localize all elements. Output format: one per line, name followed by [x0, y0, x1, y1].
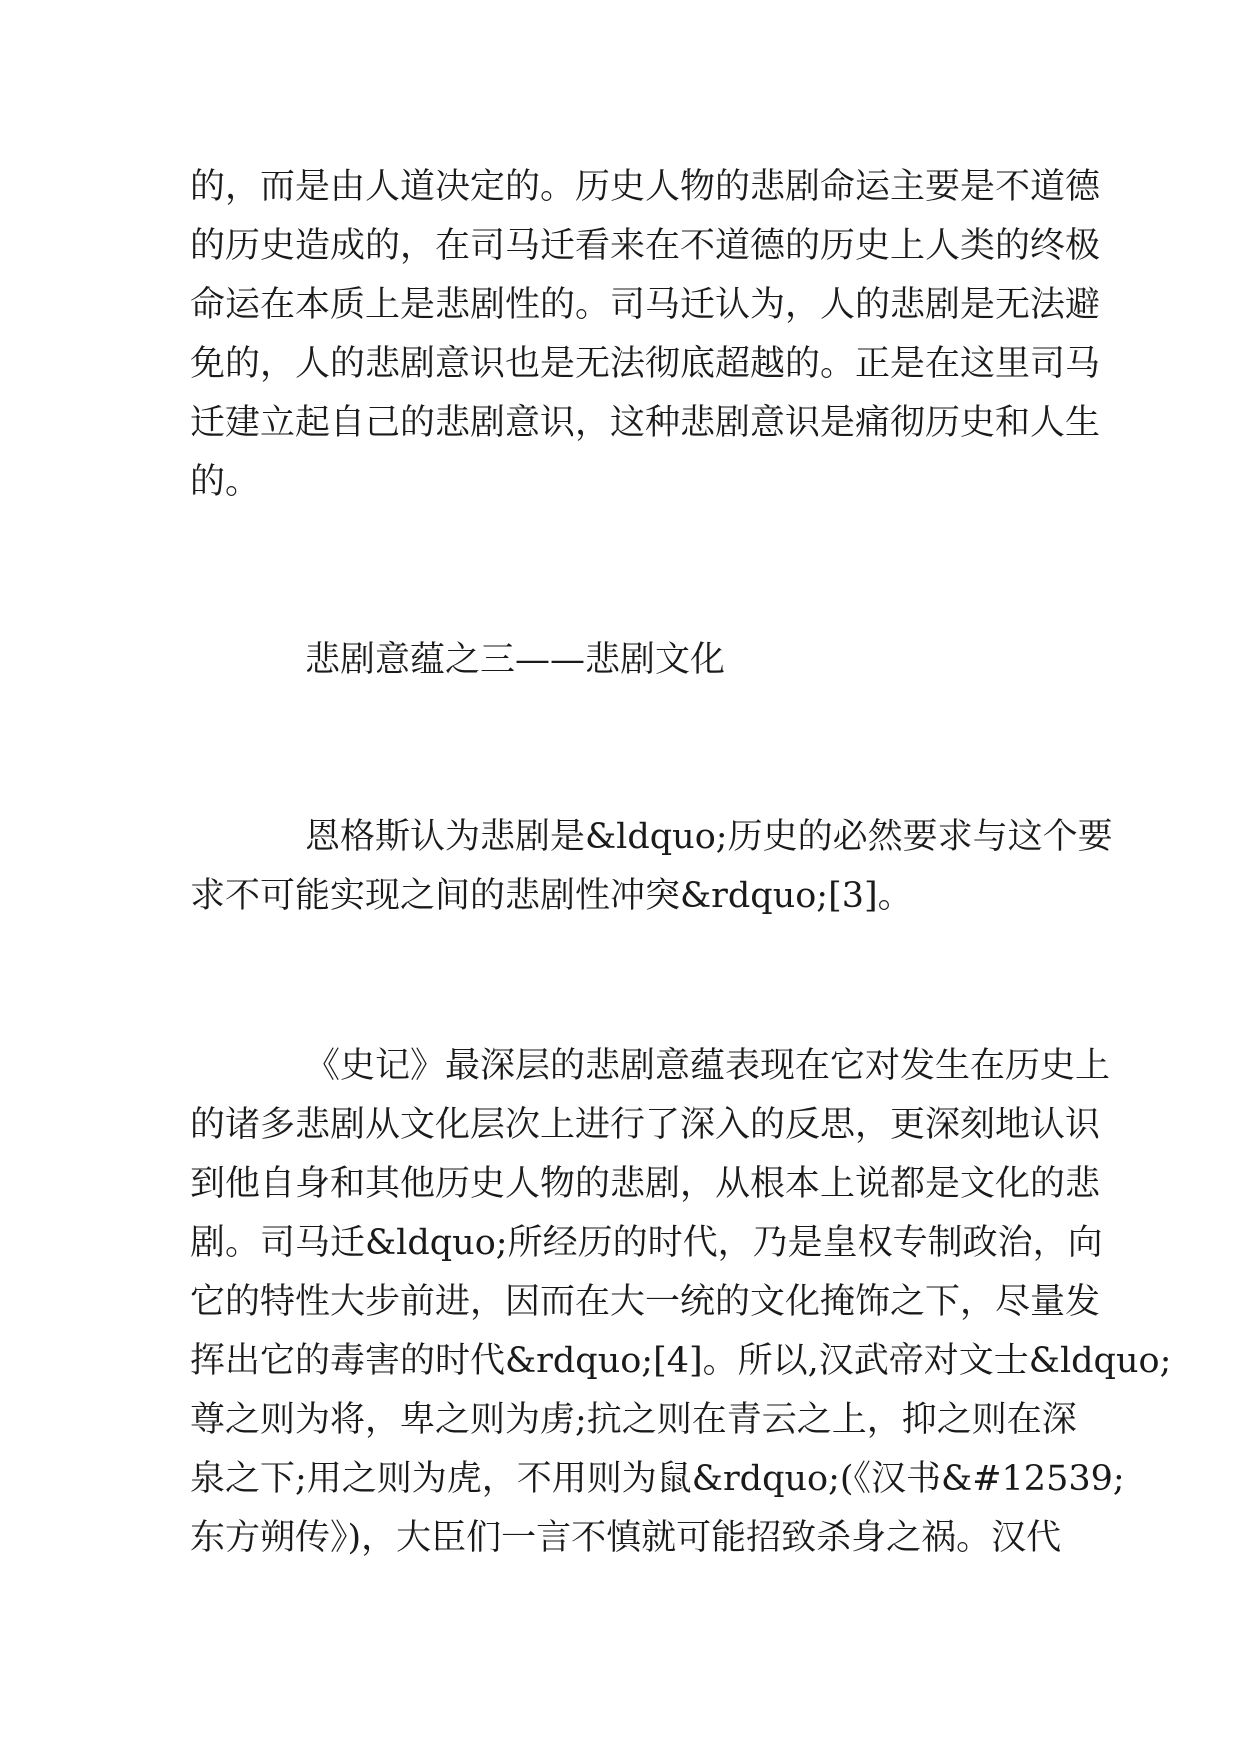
paragraph-1-line-2: 的历史造成的，在司马迁看来在不道德的历史上人类的终极 — [190, 226, 1101, 266]
paragraph-3-line-2: 的诸多悲剧从文化层次上进行了深入的反思，更深刻地认识 — [190, 1105, 1101, 1145]
paragraph-3-line-6: 挥出它的毒害的时代&rdquo;[4]。所以,汉武帝对文士&ldquo; — [190, 1341, 1172, 1381]
paragraph-3-line-7: 尊之则为将，卑之则为虏;抗之则在青云之上，抑之则在深 — [190, 1400, 1077, 1440]
section-heading: 悲剧意蕴之三——悲剧文化 — [305, 640, 726, 680]
paragraph-3-line-1: 《史记》最深层的悲剧意蕴表现在它对发生在历史上 — [305, 1046, 1111, 1086]
paragraph-3-line-3: 到他自身和其他历史人物的悲剧，从根本上说都是文化的悲 — [190, 1164, 1101, 1204]
paragraph-3-line-5: 它的特性大步前进，因而在大一统的文化掩饰之下，尽量发 — [190, 1282, 1101, 1322]
paragraph-3-line-4: 剧。司马迁&ldquo;所经历的时代，乃是皇权专制政治，向 — [190, 1223, 1103, 1263]
paragraph-1-line-4: 免的，人的悲剧意识也是无法彻底超越的。正是在这里司马 — [190, 344, 1101, 384]
paragraph-2-line-1: 恩格斯认为悲剧是&ldquo;历史的必然要求与这个要 — [305, 817, 1113, 857]
paragraph-1-line-6: 的。 — [190, 462, 261, 502]
paragraph-1-line-3: 命运在本质上是悲剧性的。司马迁认为，人的悲剧是无法避 — [190, 285, 1101, 325]
paragraph-3-line-9: 东方朔传》)，大臣们一言不慎就可能招致杀身之祸。汉代 — [190, 1518, 1062, 1558]
paragraph-1-line-1: 的，而是由人道决定的。历史人物的悲剧命运主要是不道德 — [190, 167, 1101, 207]
paragraph-3-line-8: 泉之下;用之则为虎，不用则为鼠&rdquo;(《汉书&#12539; — [190, 1459, 1125, 1499]
paragraph-2-line-2: 求不可能实现之间的悲剧性冲突&rdquo;[3]。 — [190, 876, 913, 916]
paragraph-1-line-5: 迁建立起自己的悲剧意识，这种悲剧意识是痛彻历史和人生 — [190, 403, 1101, 443]
